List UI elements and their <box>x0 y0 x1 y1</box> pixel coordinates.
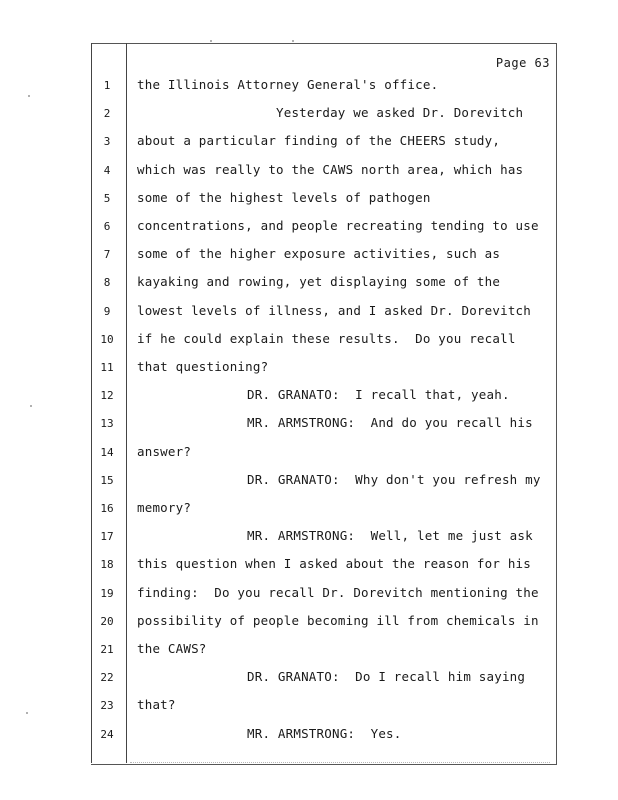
line-number: 4 <box>103 163 111 177</box>
line-text: some of the highest levels of pathogen <box>137 189 431 205</box>
transcript-line <box>0 551 618 579</box>
line-text: memory? <box>137 500 192 515</box>
line-text: the CAWS? <box>137 641 207 656</box>
line-number: 1 <box>103 79 111 92</box>
line-number: 2 <box>103 107 111 121</box>
line-text: DR. GRANATO: I recall that, yeah. <box>247 387 510 403</box>
line-text: possibility of people becoming ill from chemicals in <box>137 612 539 628</box>
transcript-line <box>0 298 618 326</box>
line-text: that? <box>137 697 176 713</box>
transcript-line <box>0 439 618 467</box>
line-text: DR. GRANATO: Why don't you refresh my <box>247 471 541 487</box>
line-number: 6 <box>103 220 111 233</box>
line-number: 23 <box>100 699 114 713</box>
transcript-line <box>0 636 618 664</box>
transcript-line <box>0 382 618 410</box>
scan-speck <box>30 405 32 407</box>
line-text: the Illinois Attorney General's office. <box>137 77 439 92</box>
line-number: 10 <box>100 332 114 346</box>
transcript-line <box>0 692 618 720</box>
line-text: finding: Do you recall Dr. Dorevitch mentioning the <box>137 584 539 600</box>
line-text: DR. GRANATO: Do I recall him saying <box>247 669 526 685</box>
line-text: this question when I asked about the reason for his <box>137 556 532 572</box>
transcript-line <box>0 326 618 354</box>
transcript-line <box>0 72 618 100</box>
line-number: 20 <box>100 614 114 628</box>
scan-speck <box>28 95 30 97</box>
line-number: 11 <box>100 361 114 374</box>
line-text: some of the higher exposure activities, such as <box>137 246 501 262</box>
transcript-line <box>0 157 618 185</box>
transcript-line <box>0 467 618 495</box>
line-number: 12 <box>100 389 114 403</box>
line-number: 15 <box>100 473 114 487</box>
line-number: 14 <box>100 445 114 459</box>
line-text: MR. ARMSTRONG: And do you recall his <box>247 415 533 431</box>
line-text: if he could explain these results. Do you recall <box>137 330 516 346</box>
scan-speck <box>26 712 28 714</box>
line-number: 24 <box>100 727 114 741</box>
scan-speck <box>292 40 294 42</box>
scan-speck <box>210 40 212 42</box>
transcript-line <box>0 664 618 692</box>
transcript-line <box>0 213 618 241</box>
line-text: answer? <box>137 443 192 459</box>
scan-artifact-line <box>130 762 550 767</box>
line-number: 8 <box>103 276 111 290</box>
line-text: kayaking and rowing, yet displaying some of the <box>137 274 501 290</box>
transcript-line <box>0 128 618 156</box>
transcript-line <box>0 580 618 608</box>
transcript-line <box>0 721 618 749</box>
line-number: 13 <box>100 417 114 431</box>
transcript-line <box>0 354 618 382</box>
transcript-line <box>0 185 618 213</box>
line-number: 17 <box>100 530 114 544</box>
line-number: 9 <box>103 304 111 318</box>
line-text: MR. ARMSTRONG: Yes. <box>247 725 402 741</box>
line-text: concentrations, and people recreating tending to use <box>137 218 539 233</box>
line-text: Yesterday we asked Dr. Dorevitch <box>276 105 524 121</box>
transcript-line <box>0 608 618 636</box>
transcript-line <box>0 241 618 269</box>
transcript-line <box>0 523 618 551</box>
transcript-line <box>0 410 618 438</box>
line-text: about a particular finding of the CHEERS study, <box>137 133 501 149</box>
line-text: that questioning? <box>137 359 269 374</box>
transcript-line <box>0 269 618 297</box>
line-text: lowest levels of illness, and I asked Dr. Dorevitch <box>137 302 532 318</box>
line-number: 7 <box>103 248 111 262</box>
transcript-line <box>0 495 618 523</box>
line-number: 19 <box>100 586 114 600</box>
line-number: 5 <box>103 191 111 205</box>
line-number: 16 <box>100 502 114 515</box>
line-number: 18 <box>100 558 114 572</box>
line-text: which was really to the CAWS north area, which has <box>137 161 524 177</box>
page-number-label: Page 63 <box>495 56 550 70</box>
line-number: 22 <box>100 671 114 685</box>
transcript-line <box>0 100 618 128</box>
line-number: 3 <box>103 135 111 149</box>
line-text: MR. ARMSTRONG: Well, let me just ask <box>247 528 533 544</box>
line-number: 21 <box>100 643 114 656</box>
